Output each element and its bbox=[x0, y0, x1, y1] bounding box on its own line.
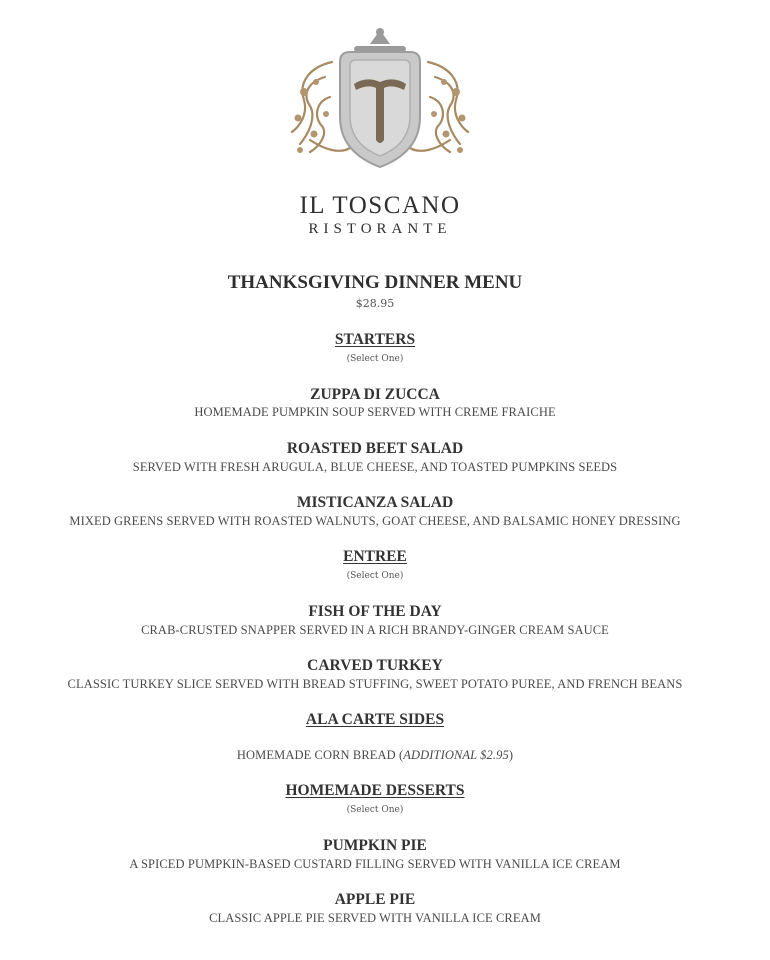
side-item-label: HOMEMADE CORN BREAD ( bbox=[236, 748, 404, 762]
section-heading-starters: STARTERS bbox=[334, 331, 416, 348]
dish-name: CARVED TURKEY bbox=[307, 657, 443, 674]
dish-name: PUMPKIN PIE bbox=[323, 837, 427, 854]
restaurant-subtitle: RISTORANTE bbox=[308, 221, 452, 237]
dish-description: CLASSIC TURKEY SLICE SERVED WITH BREAD STUFFING, SWEET POTATO PUREE, AND FRENCH BEANS bbox=[67, 677, 683, 691]
dish-description: A SPICED PUMPKIN-BASED CUSTARD FILLING SERVED WITH VANILLA ICE CREAM bbox=[129, 857, 621, 871]
menu-price: $28.95 bbox=[355, 297, 395, 310]
dish-description: HOMEMADE PUMPKIN SOUP SERVED WITH CREME FRAICHE bbox=[194, 405, 556, 419]
crest-emblem-icon bbox=[270, 22, 490, 172]
section-heading-entree: ENTREE bbox=[343, 548, 407, 565]
side-item bbox=[0, 748, 750, 763]
section-note-entree: (Select One) bbox=[346, 571, 404, 581]
side-item-close: ) bbox=[508, 748, 514, 762]
dish-description: CRAB-CRUSTED SNAPPER SERVED IN A RICH BRANDY-GINGER CREAM SAUCE bbox=[141, 623, 609, 637]
section-note-starters: (Select One) bbox=[346, 354, 404, 364]
section-heading-desserts: HOMEMADE DESSERTS bbox=[285, 782, 465, 799]
side-item-additional-price: ADDITIONAL $2.95 bbox=[403, 748, 509, 762]
dish-name: FISH OF THE DAY bbox=[308, 603, 442, 620]
dish-description: MIXED GREENS SERVED WITH ROASTED WALNUTS, GOAT CHEESE, AND BALSAMIC HONEY DRESSING bbox=[69, 514, 681, 528]
section-heading-sides: ALA CARTE SIDES bbox=[305, 711, 445, 728]
section-note-desserts: (Select One) bbox=[346, 805, 404, 815]
dish-description: SERVED WITH FRESH ARUGULA, BLUE CHEESE, AND TOASTED PUMPKINS SEEDS bbox=[132, 460, 618, 474]
dish-name: ZUPPA DI ZUCCA bbox=[310, 386, 440, 403]
menu-title: THANKSGIVING DINNER MENU bbox=[227, 272, 523, 293]
restaurant-logo bbox=[270, 22, 490, 237]
restaurant-name: IL TOSCANO bbox=[299, 192, 461, 219]
dish-name: APPLE PIE bbox=[334, 891, 416, 908]
dish-name: ROASTED BEET SALAD bbox=[286, 440, 464, 457]
dish-description: CLASSIC APPLE PIE SERVED WITH VANILLA ICE CREAM bbox=[209, 911, 541, 925]
dish-name: MISTICANZA SALAD bbox=[296, 494, 454, 511]
